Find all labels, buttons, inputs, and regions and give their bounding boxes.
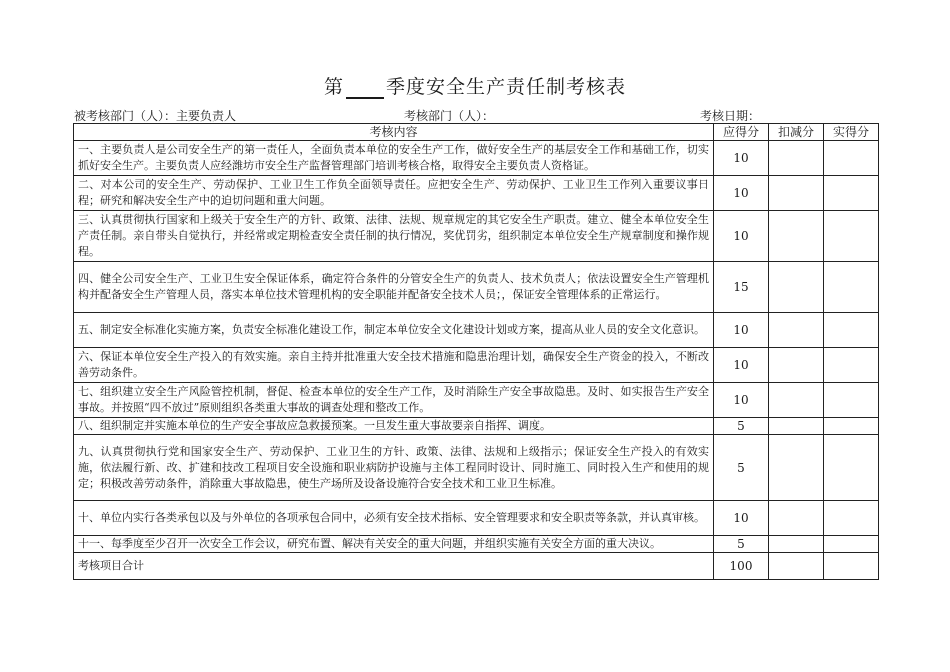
row-content: 一、主要负责人是公司安全生产的第一责任人，全面负责本单位的安全生产工作，做好安全生产的基层安全工作和基础工作，切实抓好安全生产。主要负责人应经潍坊市安全生产监督管理部门培训考核合格，取得安全主要负责人资格证。 (74, 141, 714, 176)
title-suffix: 季度安全生产责任制考核表 (386, 76, 627, 98)
row-actual-cell[interactable] (824, 501, 879, 536)
row-deduction-cell[interactable] (769, 536, 824, 553)
row-deduction-cell[interactable] (769, 141, 824, 176)
row-content: 十、单位内实行各类承包以及与外单位的各项承包合同中，必须有安全技术指标、安全管理要求和安全职责等条款，并认真审核。 (74, 501, 714, 536)
header-actual-score: 实得分 (824, 124, 879, 141)
total-due-score: 100 (714, 553, 769, 580)
assessing-department-label: 考核部门（人）： (404, 109, 495, 123)
table-row (74, 501, 879, 536)
table-row (74, 262, 879, 313)
quarter-blank (346, 77, 384, 99)
table-row (74, 211, 879, 262)
table-header-row (74, 124, 879, 141)
table-row (74, 536, 879, 553)
row-content: 三、认真贯彻执行国家和上级关于安全生产的方针、政策、法律、法规、规章规定的其它安全生产职责。建立、健全本单位安全生产责任制。亲自带头自觉执行，并经常或定期检查安全责任制的执行情况，奖优罚劣，组织制定本单位安全生产规章制度和操作规程。 (74, 211, 714, 262)
row-due-score: 10 (714, 211, 769, 262)
assessment-date-label: 考核日期： (700, 109, 761, 123)
table-row (74, 176, 879, 211)
table-row (74, 383, 879, 418)
row-due-score: 10 (714, 383, 769, 418)
row-deduction-cell[interactable] (769, 383, 824, 418)
table-row (74, 313, 879, 348)
row-actual-cell[interactable] (824, 536, 879, 553)
row-deduction-cell[interactable] (769, 262, 824, 313)
header-deduction: 扣减分 (769, 124, 824, 141)
row-actual-cell[interactable] (824, 176, 879, 211)
assessment-table (73, 123, 879, 580)
row-due-score: 5 (714, 435, 769, 501)
row-content: 十一、每季度至少召开一次安全工作会议，研究布置、解决有关安全的重大问题，并组织实施有关安全方面的重大决议。 (74, 536, 714, 553)
page-title (0, 72, 950, 99)
header-content: 考核内容 (74, 124, 714, 141)
table-row (74, 348, 879, 383)
row-content: 九、认真贯彻执行党和国家安全生产、劳动保护、工业卫生的方针、政策、法律、法规和上级指示；保证安全生产投入的有效实施，依法履行新、改、扩建和技改工程项目安全设施和职业病防护设施与主体工程同时设计、同时施工、同时投入生产和使用的规定；积极改善劳动条件，消除重大事故隐患，使生产场所及设备设施符合安全技术和工业卫生标准。 (74, 435, 714, 501)
total-actual-cell[interactable] (824, 553, 879, 580)
total-row (74, 553, 879, 580)
total-label: 考核项目合计 (74, 553, 714, 580)
row-due-score: 10 (714, 501, 769, 536)
row-deduction-cell[interactable] (769, 313, 824, 348)
row-due-score: 10 (714, 313, 769, 348)
row-actual-cell[interactable] (824, 262, 879, 313)
header-due-score: 应得分 (714, 124, 769, 141)
row-due-score: 5 (714, 418, 769, 435)
row-actual-cell[interactable] (824, 211, 879, 262)
row-deduction-cell[interactable] (769, 211, 824, 262)
total-deduction-cell[interactable] (769, 553, 824, 580)
row-due-score: 5 (714, 536, 769, 553)
row-actual-cell[interactable] (824, 435, 879, 501)
row-actual-cell[interactable] (824, 313, 879, 348)
row-due-score: 10 (714, 141, 769, 176)
row-deduction-cell[interactable] (769, 435, 824, 501)
row-due-score: 10 (714, 176, 769, 211)
row-deduction-cell[interactable] (769, 501, 824, 536)
row-due-score: 15 (714, 262, 769, 313)
row-content: 六、保证本单位安全生产投入的有效实施。亲自主持并批准重大安全技术措施和隐患治理计划，确保安全生产资金的投入，不断改善劳动条件。 (74, 348, 714, 383)
row-actual-cell[interactable] (824, 141, 879, 176)
row-deduction-cell[interactable] (769, 176, 824, 211)
row-content: 五、制定安全标准化实施方案，负责安全标准化建设工作，制定本单位安全文化建设计划或方案，提高从业人员的安全文化意识。 (74, 313, 714, 348)
row-content: 七、组织建立安全生产风险管控机制，督促、检查本单位的安全生产工作，及时消除生产安全事故隐患。及时、如实报告生产安全事故。并按照“四不放过”原则组织各类重大事故的调查处理和整改工作。 (74, 383, 714, 418)
row-content: 二、对本公司的安全生产、劳动保护、工业卫生工作负全面领导责任。应把安全生产、劳动保护、工业卫生工作列入重要议事日程；研究和解决安全生产中的迫切问题和重大问题。 (74, 176, 714, 211)
row-actual-cell[interactable] (824, 383, 879, 418)
table-row (74, 141, 879, 176)
row-deduction-cell[interactable] (769, 418, 824, 435)
row-content: 八、组织制定并实施本单位的生产安全事故应急救援预案。一旦发生重大事故要亲自指挥、调度。 (74, 418, 714, 435)
row-content: 四、健全公司安全生产、工业卫生安全保证体系，确定符合条件的分管安全生产的负责人、技术负责人；依法设置安全生产管理机构并配备安全生产管理人员，落实本单位技术管理机构的安全职能并配备安全技术人员；，保证安全管理体系的正常运行。 (74, 262, 714, 313)
row-due-score: 10 (714, 348, 769, 383)
row-actual-cell[interactable] (824, 418, 879, 435)
title-prefix: 第 (323, 76, 344, 98)
table-row (74, 418, 879, 435)
row-deduction-cell[interactable] (769, 348, 824, 383)
assessed-department-label: 被考核部门（人）：主要负责人 (74, 109, 237, 123)
row-actual-cell[interactable] (824, 348, 879, 383)
table-row (74, 435, 879, 501)
